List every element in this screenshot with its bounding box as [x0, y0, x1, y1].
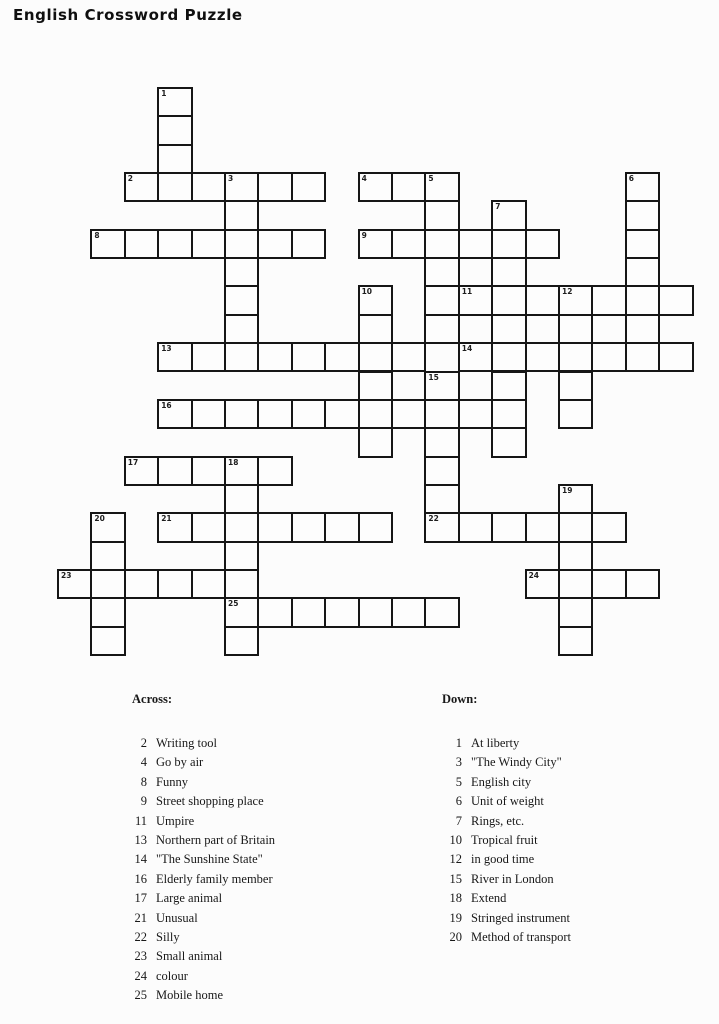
across-clue — [130, 773, 410, 792]
cell-number: 19 — [562, 485, 573, 495]
grid-cell[interactable] — [191, 172, 226, 202]
grid-cell[interactable] — [558, 314, 593, 344]
grid-cell[interactable] — [224, 314, 259, 344]
clue-text: "The Sunshine State" — [156, 852, 263, 867]
down-clue — [440, 812, 710, 831]
down-clue — [440, 831, 710, 850]
across-clue — [130, 831, 410, 850]
grid-cell[interactable] — [458, 399, 493, 429]
across-clue — [130, 928, 410, 947]
grid-cell[interactable] — [625, 314, 660, 344]
grid-cell[interactable] — [358, 342, 393, 372]
grid-cell[interactable] — [358, 314, 393, 344]
grid-cell[interactable] — [90, 229, 125, 259]
grid-cell[interactable] — [224, 342, 259, 372]
across-clue — [130, 812, 410, 831]
clue-text: Stringed instrument — [471, 910, 570, 925]
grid-cell[interactable] — [458, 342, 493, 372]
grid-cell[interactable] — [558, 512, 593, 542]
grid-cell[interactable] — [224, 569, 259, 599]
down-clue — [440, 928, 710, 947]
grid-cell[interactable] — [491, 427, 526, 457]
grid-cell[interactable] — [424, 172, 459, 202]
grid-cell[interactable] — [491, 371, 526, 401]
grid-cell[interactable] — [558, 484, 593, 514]
clue-text: Tropical fruit — [471, 833, 538, 848]
clue-number: 1 — [455, 736, 462, 750]
grid-cell[interactable] — [90, 569, 125, 599]
grid-cell[interactable] — [491, 200, 526, 230]
grid-cell[interactable] — [424, 484, 459, 514]
grid-cell[interactable] — [391, 229, 426, 259]
cell-number: 5 — [428, 174, 434, 184]
grid-cell[interactable] — [591, 342, 626, 372]
clue-number: 17 — [134, 891, 147, 906]
clue-text: Writing tool — [156, 736, 217, 750]
grid-cell[interactable] — [124, 456, 159, 486]
clue-text: Large animal — [156, 891, 223, 906]
clue-number: 4 — [140, 755, 147, 770]
cell-number: 3 — [228, 174, 234, 184]
grid-cell[interactable] — [257, 399, 292, 429]
grid-cell[interactable] — [157, 399, 192, 429]
grid-cell[interactable] — [257, 229, 292, 259]
cell-number: 25 — [228, 599, 239, 609]
clue-text: Northern part of Britain — [156, 833, 276, 848]
grid-cell[interactable] — [558, 569, 593, 599]
grid-cell[interactable] — [124, 569, 159, 599]
clue-number: 15 — [449, 871, 462, 886]
cell-number: 4 — [361, 174, 367, 184]
clue-number: 14 — [134, 852, 147, 867]
across-clue — [130, 850, 410, 869]
clue-number: 13 — [134, 833, 147, 848]
grid-cell[interactable] — [558, 285, 593, 315]
across-clue — [130, 986, 410, 1005]
grid-cell[interactable] — [191, 342, 226, 372]
grid-cell[interactable] — [658, 342, 693, 372]
cell-number: 20 — [94, 514, 105, 524]
grid-cell[interactable] — [525, 229, 560, 259]
grid-cell[interactable] — [224, 172, 259, 202]
cell-number: 21 — [161, 514, 172, 524]
grid-cell[interactable] — [157, 569, 192, 599]
grid-cell[interactable] — [558, 342, 593, 372]
clue-text: Street shopping place — [156, 794, 264, 809]
clue-text: Funny — [156, 774, 188, 789]
grid-cell[interactable] — [224, 484, 259, 514]
grid-cell[interactable] — [625, 569, 660, 599]
grid-cell[interactable] — [625, 342, 660, 372]
grid-cell[interactable] — [591, 285, 626, 315]
grid-cell[interactable] — [291, 399, 326, 429]
grid-cell[interactable] — [458, 285, 493, 315]
across-clue-list — [130, 734, 410, 1006]
grid-cell[interactable] — [558, 626, 593, 656]
cell-number: 11 — [461, 287, 473, 297]
grid-cell[interactable] — [558, 399, 593, 429]
grid-cell[interactable] — [491, 512, 526, 542]
grid-cell[interactable] — [558, 541, 593, 571]
clue-number: 5 — [455, 774, 462, 789]
clue-text: Mobile home — [156, 988, 224, 1003]
cell-number: 14 — [461, 344, 473, 354]
clue-text: Elderly family member — [156, 871, 273, 886]
cell-number: 18 — [228, 457, 239, 467]
grid-cell[interactable] — [157, 229, 192, 259]
grid-cell[interactable] — [491, 314, 526, 344]
grid-cell[interactable] — [424, 314, 459, 344]
grid-cell[interactable] — [391, 399, 426, 429]
cell-number: 8 — [94, 230, 100, 240]
clue-text: Go by air — [156, 755, 204, 770]
clue-number: 8 — [140, 774, 147, 789]
clue-text: Umpire — [156, 813, 195, 828]
grid-cell[interactable] — [157, 342, 192, 372]
grid-cell[interactable] — [224, 200, 259, 230]
grid-cell[interactable] — [191, 569, 226, 599]
down-clue — [440, 753, 710, 772]
grid-cell[interactable] — [224, 229, 259, 259]
grid-cell[interactable] — [424, 456, 459, 486]
clue-text: Silly — [156, 930, 180, 945]
grid-cell[interactable] — [458, 229, 493, 259]
grid-cell[interactable] — [625, 229, 660, 259]
grid-cell[interactable] — [291, 172, 326, 202]
grid-cell[interactable] — [358, 512, 393, 542]
grid-cell[interactable] — [491, 399, 526, 429]
clue-text: At liberty — [471, 736, 520, 750]
clue-number: 20 — [449, 930, 462, 945]
cell-number: 16 — [161, 400, 172, 410]
grid-cell[interactable] — [525, 342, 560, 372]
grid-cell[interactable] — [224, 399, 259, 429]
grid-cell[interactable] — [257, 597, 292, 627]
clue-text: River in London — [471, 871, 554, 886]
clue-number: 19 — [449, 910, 462, 925]
clue-number: 2 — [140, 736, 147, 750]
grid-cell[interactable] — [424, 597, 459, 627]
grid-cell[interactable] — [424, 371, 459, 401]
across-clue — [130, 753, 410, 772]
grid-cell[interactable] — [124, 172, 159, 202]
grid-cell[interactable] — [324, 597, 359, 627]
down-clue — [440, 792, 710, 811]
grid-cell[interactable] — [257, 342, 292, 372]
down-clue — [440, 909, 710, 928]
grid-cell[interactable] — [257, 512, 292, 542]
cell-number: 22 — [428, 514, 439, 524]
grid-cell[interactable] — [224, 597, 259, 627]
down-clues-section — [440, 692, 710, 947]
grid-cell[interactable] — [191, 512, 226, 542]
grid-cell[interactable] — [157, 144, 192, 174]
grid-cell[interactable] — [224, 626, 259, 656]
down-clue — [440, 850, 710, 869]
grid-cell[interactable] — [424, 512, 459, 542]
clue-text: Extend — [471, 891, 507, 906]
clue-number: 6 — [455, 794, 462, 809]
grid-cell[interactable] — [291, 597, 326, 627]
grid-cell[interactable] — [658, 285, 693, 315]
grid-cell[interactable] — [491, 342, 526, 372]
down-clue — [440, 870, 710, 889]
grid-cell[interactable] — [591, 569, 626, 599]
grid-cell[interactable] — [224, 456, 259, 486]
grid-cell[interactable] — [324, 342, 359, 372]
grid-cell[interactable] — [491, 285, 526, 315]
grid-cell[interactable] — [424, 257, 459, 287]
grid-cell[interactable] — [558, 371, 593, 401]
grid-cell[interactable] — [558, 597, 593, 627]
clue-text: Method of transport — [471, 930, 571, 945]
clue-number: 21 — [134, 910, 147, 925]
grid-cell[interactable] — [124, 229, 159, 259]
cell-number: 1 — [161, 89, 167, 98]
clue-text: Small animal — [156, 949, 223, 964]
across-clue — [130, 909, 410, 928]
page-title: English Crossword Puzzle — [13, 6, 243, 24]
across-clues-section — [130, 692, 410, 1006]
cell-number: 7 — [495, 202, 501, 212]
grid-cell[interactable] — [424, 229, 459, 259]
cell-number: 9 — [361, 230, 367, 240]
grid-cell[interactable] — [525, 569, 560, 599]
clue-number: 11 — [134, 813, 147, 828]
grid-cell[interactable] — [57, 569, 92, 599]
grid-cell[interactable] — [491, 257, 526, 287]
grid-cell[interactable] — [525, 512, 560, 542]
clue-number: 16 — [134, 871, 147, 886]
grid-cell[interactable] — [224, 257, 259, 287]
grid-cell[interactable] — [191, 456, 226, 486]
clue-number: 24 — [134, 968, 147, 983]
grid-cell[interactable] — [625, 285, 660, 315]
grid-cell[interactable] — [591, 512, 626, 542]
grid-cell[interactable] — [358, 597, 393, 627]
cell-number: 24 — [528, 570, 540, 580]
across-clue — [130, 870, 410, 889]
cell-number: 23 — [61, 570, 72, 580]
across-clue — [130, 889, 410, 908]
down-clue — [440, 773, 710, 792]
grid-cell[interactable] — [257, 172, 292, 202]
grid-cell[interactable] — [491, 229, 526, 259]
grid-cell[interactable] — [191, 399, 226, 429]
grid-cell[interactable] — [157, 115, 192, 145]
cell-number: 15 — [428, 372, 439, 382]
across-clue — [130, 967, 410, 986]
grid-cell[interactable] — [358, 399, 393, 429]
grid-cell[interactable] — [424, 399, 459, 429]
grid-cell[interactable] — [391, 342, 426, 372]
clue-text: English city — [471, 774, 532, 789]
clue-text: colour — [156, 968, 188, 983]
grid-cell[interactable] — [391, 597, 426, 627]
grid-cell[interactable] — [391, 172, 426, 202]
grid-cell[interactable] — [358, 371, 393, 401]
grid-cell[interactable] — [625, 172, 660, 202]
grid-cell[interactable] — [424, 427, 459, 457]
clue-number: 25 — [134, 988, 147, 1003]
grid-cell[interactable] — [324, 399, 359, 429]
grid-cell[interactable] — [224, 285, 259, 315]
clue-text: Unit of weight — [471, 794, 544, 809]
clue-text: Rings, etc. — [471, 813, 525, 828]
clue-number: 12 — [449, 852, 462, 867]
cell-number: 17 — [127, 457, 139, 467]
down-clue — [440, 734, 710, 753]
grid-cell[interactable] — [625, 200, 660, 230]
clue-text: in good time — [471, 852, 535, 867]
across-clue — [130, 792, 410, 811]
grid-cell[interactable] — [191, 229, 226, 259]
down-header: Down: — [442, 692, 478, 706]
down-clue — [440, 889, 710, 908]
grid-cell[interactable] — [424, 285, 459, 315]
clue-number: 18 — [449, 891, 462, 906]
grid-cell[interactable] — [90, 512, 125, 542]
grid-cell[interactable] — [157, 456, 192, 486]
down-clue-list — [440, 734, 710, 947]
clue-number: 3 — [455, 755, 462, 770]
grid-cell[interactable] — [458, 512, 493, 542]
across-clue — [130, 947, 410, 966]
clue-number: 7 — [455, 813, 462, 828]
cell-number: 10 — [361, 287, 373, 297]
cell-number: 6 — [628, 174, 635, 184]
grid-cell[interactable] — [157, 87, 192, 117]
cell-number: 12 — [562, 287, 573, 297]
cell-number: 2 — [127, 174, 134, 184]
grid-cell[interactable] — [525, 285, 560, 315]
grid-cell[interactable] — [358, 229, 393, 259]
grid-cell[interactable] — [224, 541, 259, 571]
clue-number: 23 — [134, 949, 147, 964]
across-clue — [130, 734, 410, 753]
cell-number: 13 — [161, 344, 172, 354]
clue-text: "The Windy City" — [471, 755, 562, 770]
grid-cell[interactable] — [324, 512, 359, 542]
grid-cell[interactable] — [358, 285, 393, 315]
clue-text: Unusual — [156, 910, 198, 925]
clue-number: 10 — [449, 833, 462, 848]
grid-cell[interactable] — [157, 172, 192, 202]
grid-cell[interactable] — [291, 342, 326, 372]
grid-cell[interactable] — [224, 512, 259, 542]
grid-cell[interactable] — [90, 597, 125, 627]
grid-cell[interactable] — [90, 541, 125, 571]
grid-cell[interactable] — [257, 456, 292, 486]
clue-number: 9 — [140, 794, 147, 809]
grid-cell[interactable] — [157, 512, 192, 542]
grid-cell[interactable] — [424, 200, 459, 230]
grid-cell[interactable] — [90, 626, 125, 656]
clue-number: 22 — [134, 930, 147, 945]
grid-cell[interactable] — [358, 427, 393, 457]
grid-cell[interactable] — [358, 172, 393, 202]
grid-cell[interactable] — [291, 229, 326, 259]
grid-cell[interactable] — [625, 257, 660, 287]
grid-cell[interactable] — [291, 512, 326, 542]
across-header: Across: — [132, 692, 173, 706]
